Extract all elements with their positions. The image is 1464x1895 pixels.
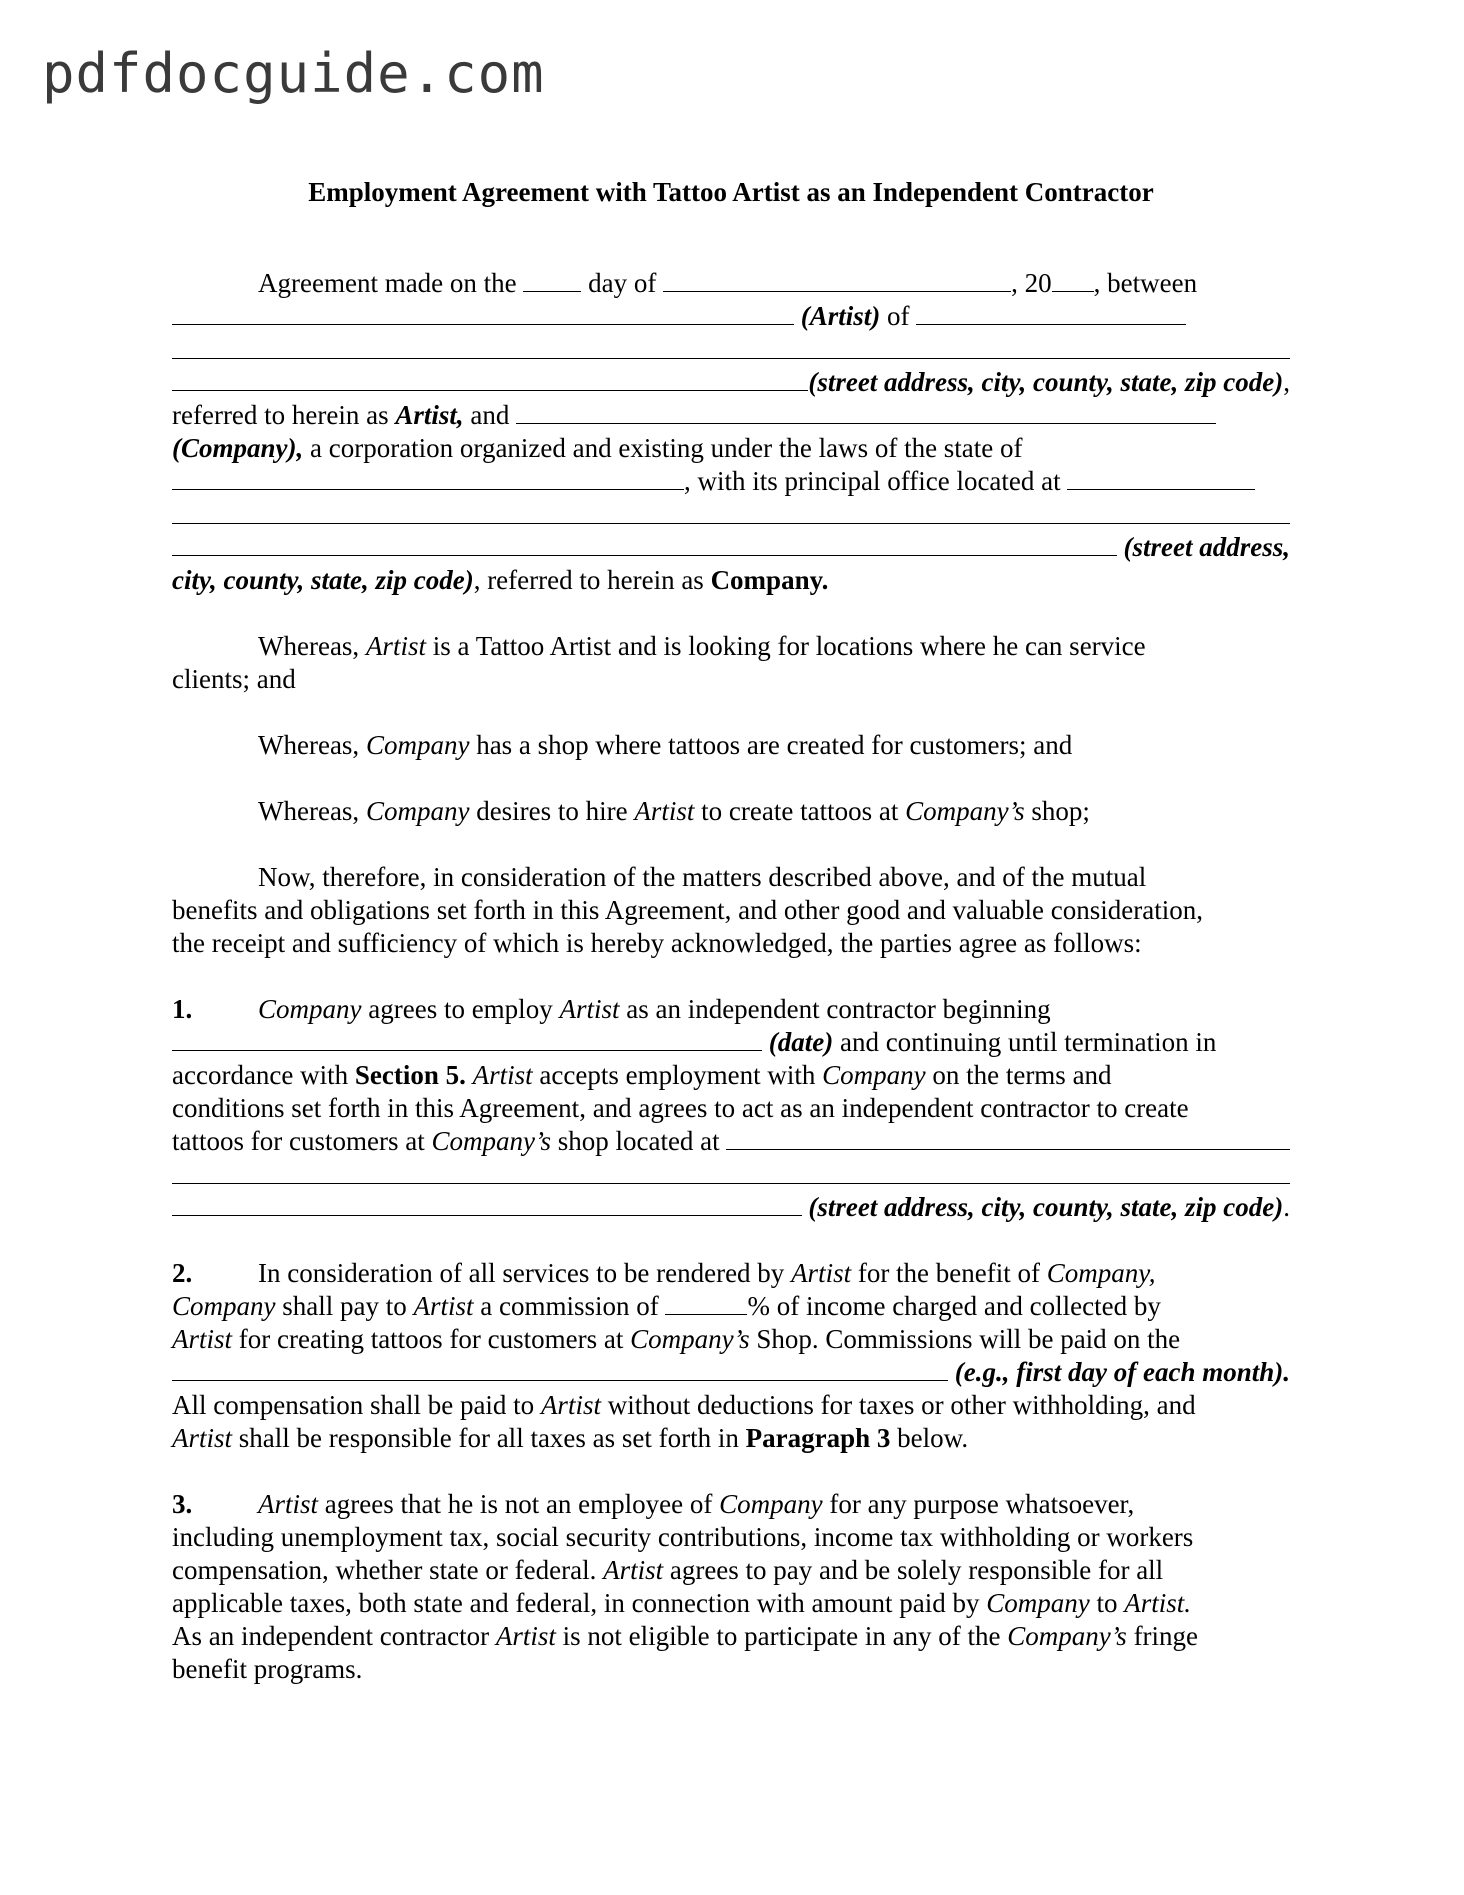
section-2 <box>172 1257 1290 1455</box>
text-span: of <box>887 301 910 331</box>
text-span: All compensation shall be paid to <box>172 1390 535 1420</box>
italic-term: Company’s <box>630 1324 750 1354</box>
text-line <box>172 1257 1290 1290</box>
intro-line-10 <box>172 564 1290 597</box>
italic-term: (Artist) <box>800 301 881 331</box>
bold-term: Company. <box>710 565 829 595</box>
bold-term: Section 5. <box>354 1060 466 1090</box>
italic-term: Artist <box>365 631 426 661</box>
italic-term: Artist <box>540 1390 601 1420</box>
text-span: on the terms and <box>932 1060 1112 1090</box>
text-span: applicable taxes, both state and federal, in connection with amount paid by <box>172 1588 980 1618</box>
section-3-number: 3. <box>172 1489 193 1519</box>
text-span: is not eligible to participate in any of the <box>562 1621 1001 1651</box>
text-line <box>172 663 1290 696</box>
section-1-number: 1. <box>172 994 193 1024</box>
document-body <box>172 166 1290 1686</box>
text-span: shop located at <box>557 1126 720 1156</box>
text-line: including unemployment tax, social security contributions, income tax withholding or workers <box>172 1522 1194 1552</box>
artist-name-blank[interactable] <box>172 302 794 325</box>
italic-term: Company <box>719 1489 823 1519</box>
text-span <box>551 1125 558 1158</box>
italic-term: city, county, state, zip code) <box>172 565 474 595</box>
text-span: accepts employment with <box>539 1060 816 1090</box>
intro-line-2 <box>172 300 1290 333</box>
italic-term: Artist <box>791 1258 852 1288</box>
whereas-2 <box>172 729 1290 762</box>
text-line <box>172 1422 1290 1455</box>
company-address-blank[interactable] <box>172 498 1290 531</box>
text-line: conditions set forth in this Agreement, and agrees to act as an independent contractor to create <box>172 1093 1189 1123</box>
italic-term: Artist, <box>395 400 464 430</box>
text-span: Whereas, <box>258 730 360 760</box>
watermark: pdfdocguide.com <box>42 42 545 105</box>
bold-term: Paragraph 3 <box>745 1423 891 1453</box>
italic-term: Company’s <box>1007 1621 1127 1651</box>
shop-address-blank[interactable] <box>726 1127 1290 1150</box>
intro-line-7 <box>172 465 1290 498</box>
italic-term: Artist <box>634 796 695 826</box>
whereas-3 <box>172 795 1290 828</box>
italic-term: Artist <box>172 1324 233 1354</box>
company-name-blank[interactable] <box>516 401 1216 424</box>
italic-term: Company <box>172 1291 276 1321</box>
text-span <box>948 1356 955 1389</box>
text-span <box>1117 531 1124 564</box>
text-line <box>172 1554 1290 1587</box>
italic-term: (Company), <box>172 433 304 463</box>
shop-address-blank-3[interactable] <box>172 1193 802 1216</box>
text-line <box>172 1488 1290 1521</box>
intro-paragraph <box>172 267 1290 597</box>
italic-term: Artist <box>495 1621 556 1651</box>
italic-term: Company <box>365 796 470 826</box>
commission-percent-blank[interactable] <box>665 1292 747 1315</box>
section-1 <box>172 993 1290 1224</box>
intro-line-4 <box>172 366 1290 399</box>
section-2-number: 2. <box>172 1258 193 1288</box>
text-span: below. <box>897 1423 969 1453</box>
company-office-blank[interactable] <box>1067 467 1255 490</box>
italic-term: (date) <box>768 1027 834 1057</box>
shop-address-blank-2[interactable] <box>172 1158 1290 1191</box>
bold-term <box>769 1027 833 1057</box>
text-line <box>172 1191 1290 1224</box>
text-span: without deductions for taxes or other withholding, and <box>607 1390 1196 1420</box>
payment-schedule-blank[interactable] <box>172 1358 948 1381</box>
text-span <box>425 1125 432 1158</box>
text-line <box>172 1620 1290 1653</box>
text-line: the receipt and sufficiency of which is hereby acknowledged, the parties agree as follows: <box>172 928 1142 958</box>
text-line <box>172 630 1290 663</box>
text-span: As an independent contractor <box>172 1621 490 1651</box>
text-span: to create tattoos at <box>701 796 899 826</box>
artist-address-blank[interactable] <box>172 333 1290 366</box>
italic-term: Company, <box>1046 1258 1156 1288</box>
italic-term: Artist <box>258 1489 319 1519</box>
bold-term <box>801 301 881 331</box>
text-span: a commission of <box>480 1291 659 1321</box>
text-line <box>172 1323 1290 1356</box>
text-span: , <box>1283 367 1290 397</box>
text-span: desires to hire <box>476 796 628 826</box>
italic-term: Artist. <box>1124 1588 1192 1618</box>
text-line <box>172 729 1290 762</box>
company-address-blank-2[interactable] <box>172 533 1117 556</box>
now-therefore-paragraph <box>172 861 1290 960</box>
text-span: Agreement made on the <box>258 268 517 298</box>
italic-term: Company <box>986 1588 1090 1618</box>
text-line <box>172 1356 1290 1389</box>
text-span <box>802 1191 809 1224</box>
text-span: for the benefit of <box>857 1258 1040 1288</box>
whereas-1 <box>172 630 1290 696</box>
text-line <box>172 795 1290 828</box>
text-span: shop; <box>1031 796 1090 826</box>
intro-line-1 <box>172 267 1290 300</box>
text-span: fringe <box>1133 1621 1199 1651</box>
italic-term: Artist <box>472 1060 533 1090</box>
text-span: is a Tattoo Artist and is looking for locations where he can service <box>432 631 1146 661</box>
intro-line-6 <box>172 432 1290 465</box>
text-span: Shop. Commissions will be paid on the <box>756 1324 1181 1354</box>
start-date-blank[interactable] <box>172 1028 762 1051</box>
text-span: agrees to employ <box>368 994 553 1024</box>
italic-term: Company <box>258 994 362 1024</box>
text-span: . <box>1283 1192 1290 1222</box>
text-span: , between <box>1093 268 1198 298</box>
text-span: tattoos for customers at <box>172 1126 425 1156</box>
text-span: to <box>1096 1588 1118 1618</box>
text-span: shall pay to <box>282 1291 407 1321</box>
text-span: and continuing until termination in <box>839 1027 1217 1057</box>
italic-term: Artist <box>413 1291 474 1321</box>
text-span: a corporation organized and existing under the laws of the state of <box>310 433 1023 463</box>
text-span: accordance with <box>172 1060 349 1090</box>
text-span: for creating tattoos for customers at <box>238 1324 624 1354</box>
text-span: , referred to herein as <box>473 565 704 595</box>
day-blank[interactable] <box>523 269 581 292</box>
text-span: compensation, whether state or federal. <box>172 1555 597 1585</box>
text-line: benefits and obligations set forth in this Agreement, and other good and valuable consideration, <box>172 895 1203 925</box>
text-span: agrees to pay and be solely responsible for all <box>669 1555 1164 1585</box>
italic-term: Artist <box>603 1555 664 1585</box>
text-line <box>172 1026 1290 1059</box>
company-state-blank[interactable] <box>172 467 684 490</box>
italic-term: Artist <box>172 1423 233 1453</box>
bold-term <box>172 433 303 463</box>
intro-line-5 <box>172 399 1290 432</box>
text-span: day of <box>588 268 657 298</box>
bold-term <box>808 366 1283 399</box>
text-span: and <box>470 400 510 430</box>
text-span <box>720 1125 727 1158</box>
italic-term: Company <box>822 1060 926 1090</box>
italic-term: Company’s <box>905 796 1025 826</box>
text-span: , 20 <box>1011 268 1052 298</box>
section-3 <box>172 1488 1290 1686</box>
artist-address-blank-2[interactable] <box>172 368 808 391</box>
year-blank[interactable] <box>1052 269 1094 292</box>
bold-term <box>395 400 463 430</box>
document-title: Employment Agreement with Tattoo Artist as an Independent Contractor <box>308 177 1154 207</box>
italic-term: Company <box>365 730 470 760</box>
bold-term <box>172 565 474 595</box>
text-span: as an independent contractor beginning <box>626 994 1051 1024</box>
bold-term <box>955 1356 1290 1389</box>
italic-term: Artist <box>559 994 620 1024</box>
text-span: referred to herein as <box>172 400 389 430</box>
text-line <box>172 1290 1290 1323</box>
text-span: % of income charged and collected by <box>747 1291 1161 1321</box>
text-span: Whereas, <box>258 796 360 826</box>
text-line: Now, therefore, in consideration of the matters described above, and of the mutual <box>258 862 1147 892</box>
month-blank[interactable] <box>663 269 1011 292</box>
italic-term: (street address, city, county, state, zip code) <box>808 367 1284 397</box>
text-line <box>172 1389 1290 1422</box>
text-span: Whereas, <box>258 631 360 661</box>
italic-term: Company’s <box>431 1126 551 1156</box>
italic-term: (street address, city, county, state, zip code) <box>808 1192 1284 1222</box>
italic-term: (street address, <box>1123 532 1290 562</box>
text-span: , with its principal office located at <box>684 466 1061 496</box>
text-span: has a shop where tattoos are created for customers; and <box>476 730 1073 760</box>
intro-line-9 <box>172 531 1290 564</box>
text-line <box>172 993 1290 1026</box>
artist-location-blank[interactable] <box>916 302 1186 325</box>
text-line <box>172 1125 1290 1158</box>
text-line: benefit programs. <box>172 1654 363 1684</box>
bold-term <box>1124 531 1290 564</box>
text-span: agrees that he is not an employee of <box>324 1489 713 1519</box>
text-line <box>172 1587 1290 1620</box>
text-span: clients; and <box>172 664 296 694</box>
text-line <box>172 1059 1290 1092</box>
text-span: shall be responsible for all taxes as set forth in <box>238 1423 739 1453</box>
text-span: for any purpose whatsoever, <box>829 1489 1135 1519</box>
italic-term: (e.g., first day of each month). <box>954 1357 1290 1387</box>
text-span: In consideration of all services to be rendered by <box>258 1258 785 1288</box>
bold-term <box>808 1191 1283 1224</box>
